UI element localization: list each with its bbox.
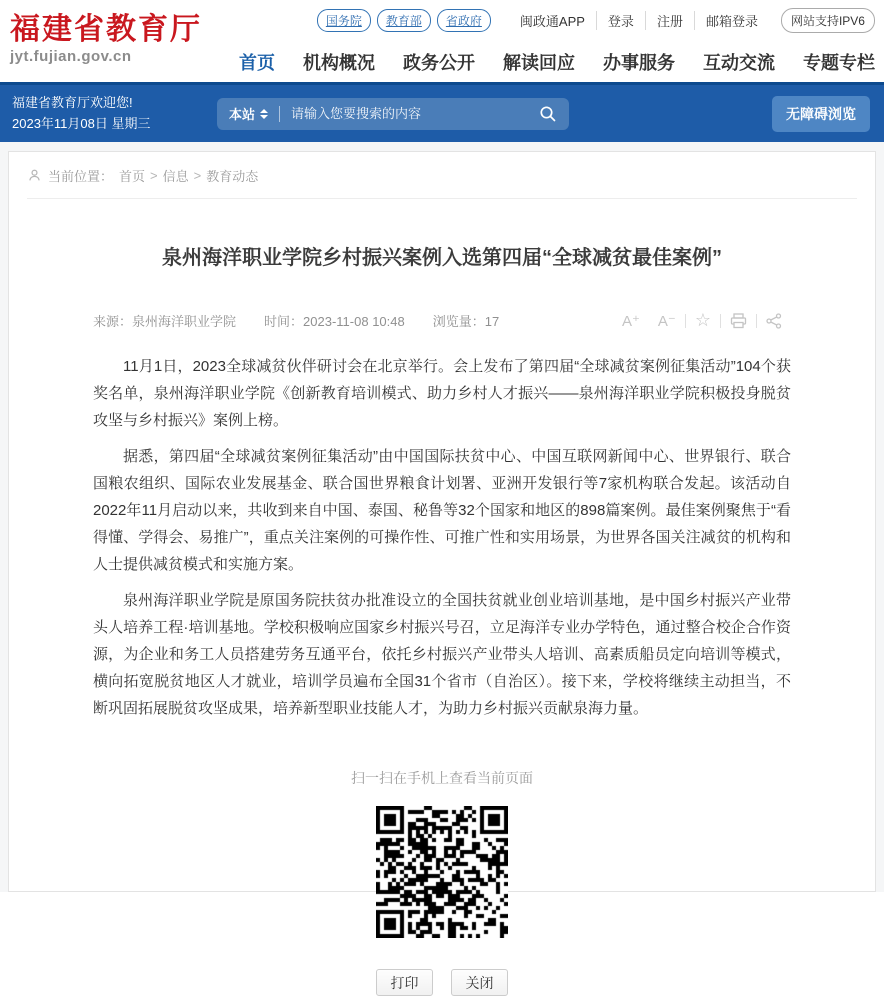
- account-links: [509, 11, 769, 30]
- breadcrumb-home[interactable]: 首页: [119, 169, 146, 184]
- paragraph: 据悉，第四届“全球减贫案例征集活动”由中国国际扶贫中心、中国互联网新闻中心、世界银行、联合国粮农组织、国际农业发展基金、联合国世界粮食计划署、亚洲开发银行等7家机构联合发起。该活动自2022年11月启动以来，共收到来自中国、泰国、秘鲁等32个国家和地区的898篇案例。最佳案例聚焦于“看得懂、学得会、易推广”，重点关注案例的可操作性、可推广性和实用场景，为世界各国关注减贫的机构和人士提供减贫模式和实施方案。: [93, 448, 791, 573]
- welcome-box: [12, 93, 217, 133]
- qr-section: [9, 768, 875, 996]
- qr-code: [376, 806, 508, 938]
- meta-views: 浏览量：17: [432, 314, 500, 329]
- nav-interaction[interactable]: 互动交流: [703, 53, 775, 73]
- login-link[interactable]: 登录: [597, 11, 646, 30]
- search-scope-label: 本站: [229, 107, 256, 122]
- font-increase-button[interactable]: A⁺: [621, 312, 640, 330]
- site-logo[interactable]: [10, 13, 202, 65]
- link-state-council[interactable]: 国务院: [317, 9, 371, 32]
- page-background: [0, 142, 884, 991]
- search-divider: [279, 106, 280, 122]
- search-scope-dropdown[interactable]: [229, 104, 268, 123]
- nav-services[interactable]: 办事服务: [603, 53, 675, 73]
- breadcrumb-separator: >: [193, 168, 202, 183]
- nav-organization[interactable]: 机构概况: [303, 53, 375, 73]
- breadcrumb: [9, 152, 875, 198]
- search-box: [217, 98, 569, 130]
- print-button[interactable]: 打印: [376, 969, 433, 996]
- breadcrumb-info[interactable]: 信息: [162, 169, 189, 184]
- print-icon[interactable]: [721, 313, 756, 329]
- blue-banner: [0, 82, 884, 142]
- article-meta: [93, 310, 791, 331]
- main-nav: [239, 49, 875, 75]
- ipv6-badge: 网站支持IPV6: [781, 8, 875, 33]
- accessibility-button[interactable]: 无障碍浏览: [772, 96, 870, 132]
- link-minzhengtong-app[interactable]: 闽政通APP: [509, 11, 597, 30]
- paragraph: 泉州海洋职业学院是原国务院扶贫办批准设立的全国扶贫就业创业培训基地，是中国乡村振兴产业带头人培养工程·培训基地。学校积极响应国家乡村振兴号召，立足海洋专业办学特色，通过整合校企合作资源，为企业和务工人员搭建劳务互通平台，依托乡村振兴产业带头人培训、高素质船员定向培训等模式，横向拓宽脱贫地区人才就业，培训学员遍布全国31个省市（自治区）。接下来，学校将继续主动担当，不断巩固拓展脱贫攻坚成果，培养新型职业技能人才，为助力乡村振兴贡献泉海力量。: [93, 592, 791, 717]
- top-links: [317, 8, 875, 33]
- nav-special-topics[interactable]: 专题专栏: [803, 53, 875, 73]
- header-right: [239, 8, 875, 75]
- logo-title: 福建省教育厅: [10, 12, 202, 47]
- paragraph: 11月1日，2023全球减贫伙伴研讨会在北京举行。会上发布了第四届“全球减贫案例征集活动”104个获奖名单，泉州海洋职业学院《创新教育培训模式、助力乡村人才振兴——泉州海洋职业学院积极投身脱贫攻坚与乡村振兴》案例上榜。: [93, 358, 791, 429]
- current-date: 2023年11月08日 星期三: [12, 115, 151, 131]
- search-input[interactable]: [291, 106, 539, 121]
- nav-gov-disclosure[interactable]: 政务公开: [403, 53, 475, 73]
- article-body: [93, 353, 791, 722]
- search-icon[interactable]: [539, 105, 557, 123]
- breadcrumb-label: 当前位置：: [48, 169, 114, 184]
- qr-caption: 扫一扫在手机上查看当前页面: [351, 770, 533, 786]
- breadcrumb-separator: >: [150, 168, 158, 183]
- meta-source: 来源：泉州海洋职业学院: [93, 314, 237, 329]
- action-buttons: [9, 969, 875, 996]
- breadcrumb-divider: [27, 198, 857, 199]
- nav-home[interactable]: 首页: [239, 53, 275, 73]
- article-tools: [613, 310, 791, 331]
- meta-time: 时间：2023-11-08 10:48: [264, 314, 405, 329]
- site-header: [0, 0, 884, 82]
- mailbox-login-link[interactable]: 邮箱登录: [705, 14, 758, 29]
- share-icon[interactable]: [757, 313, 791, 329]
- article-title: 泉州海洋职业学院乡村振兴案例入选第四届“全球减贫最佳案例”: [162, 247, 722, 269]
- favorite-star-icon[interactable]: ☆: [694, 310, 711, 330]
- close-button[interactable]: 关闭: [451, 969, 508, 996]
- sort-arrows-icon: [260, 109, 268, 119]
- link-provincial-government[interactable]: 省政府: [437, 9, 491, 32]
- nav-interpretation[interactable]: 解读回应: [503, 53, 575, 73]
- content-card: [8, 151, 876, 991]
- logo-domain: jyt.fujian.gov.cn: [10, 48, 132, 65]
- register-link[interactable]: 注册: [646, 11, 695, 30]
- person-location-icon: [27, 168, 42, 183]
- font-decrease-button[interactable]: A⁻: [657, 312, 676, 330]
- breadcrumb-education-news[interactable]: 教育动态: [206, 169, 259, 184]
- link-ministry-of-education[interactable]: 教育部: [377, 9, 431, 32]
- welcome-text: 福建省教育厅欢迎您!: [12, 95, 133, 111]
